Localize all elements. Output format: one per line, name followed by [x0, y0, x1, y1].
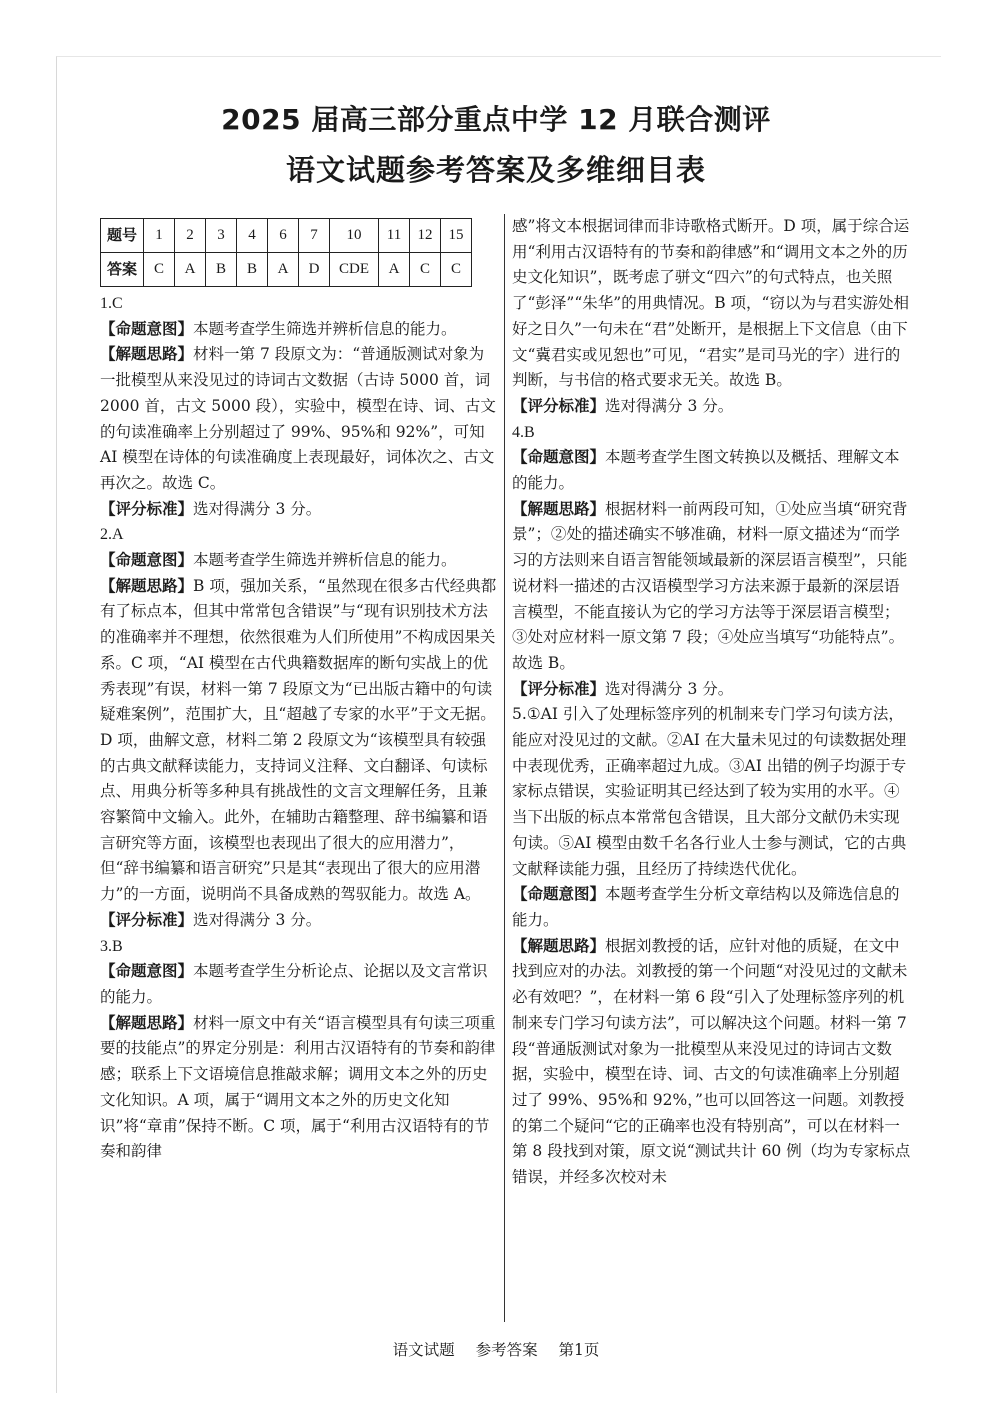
- explanation-paragraph: [100, 908, 498, 934]
- paragraph-text: 材料一第 7 段原文为：“普通版测试对象为一批模型从来没见过的诗词古文数据（古诗 5000 首，词 2000 首，古文 5000 段），实验中，模型在诗、词、古文的句读准确率上分别超过了 99%、95%和 92%”，可知 AI 模型在诗体的句读准确度上表现最好，词体次之、古文再次之。故选 C。: [100, 345, 496, 492]
- section-tag: 【命题意图】: [512, 885, 606, 904]
- paragraph-text: 选对得满分 3 分。: [605, 679, 734, 698]
- explanation-paragraph: [512, 214, 912, 394]
- explanation-paragraph: [100, 574, 498, 908]
- table-cell-number: 12: [410, 219, 441, 253]
- paragraph-text: 5.①AI 引入了处理标签序列的机制来专门学习句读方法，能应对没见过的文献。②AI 在大量未见过的句读数据处理中表现优秀，正确率超过九成。③AI 出错的例子均源于专家标点错误，实验证明其已经达到了较为实用的水平。④当下出版的标点本常常包含错误，且大部分文献仍未实现句读。⑤AI 模型由数千名各行业人士参与测试，它的古典文献释读能力强，且经历了持续迭代优化。: [512, 705, 907, 878]
- column-divider: [504, 214, 505, 1322]
- section-tag: 【评分标准】: [512, 396, 606, 415]
- answer-table-number-row: [101, 219, 472, 253]
- section-tag: 【解题思路】: [100, 345, 194, 364]
- table-cell-answer: A: [268, 253, 299, 287]
- section-tag: 【命题意图】: [100, 962, 194, 981]
- footer-subject: 语文试题: [392, 1341, 455, 1359]
- paragraph-text: 本题考查学生分析文章结构以及筛选信息的能力。: [512, 885, 900, 929]
- table-cell-answer: C: [144, 253, 175, 287]
- section-tag: 【解题思路】: [512, 936, 606, 955]
- table-cell-answer: C: [441, 253, 472, 287]
- explanation-paragraph: [100, 497, 498, 523]
- section-tag: 【命题意图】: [100, 551, 194, 570]
- table-cell-answer: C: [410, 253, 441, 287]
- page-subtitle: 语文试题参考答案及多维细目表: [285, 153, 706, 187]
- table-cell-number: 10: [330, 219, 379, 253]
- explanation-paragraph: [512, 445, 912, 496]
- page-title: 2025 届高三部分重点中学 12 月联合测评: [221, 103, 771, 136]
- paragraph-text: 本题考查学生筛选并辨析信息的能力。: [193, 319, 457, 338]
- question-number: 2.A: [100, 526, 124, 544]
- table-cell-answer: B: [237, 253, 268, 287]
- section-tag: 【评分标准】: [100, 499, 194, 518]
- section-tag: 【命题意图】: [512, 448, 606, 467]
- left-text-flow: [100, 291, 498, 1165]
- explanation-paragraph: [512, 497, 912, 677]
- section-tag: 【评分标准】: [512, 679, 606, 698]
- table-cell-answer: A: [175, 253, 206, 287]
- table-cell-answer: CDE: [330, 253, 379, 287]
- explanation-paragraph: [512, 394, 912, 420]
- question-number: 4.B: [512, 423, 535, 441]
- question-number: 3.B: [100, 937, 123, 955]
- explanation-paragraph: [100, 548, 498, 574]
- table-cell-answer: D: [299, 253, 330, 287]
- table-header-answer: 答案: [101, 253, 144, 287]
- page-footer: [0, 1338, 992, 1360]
- paragraph-text: 根据刘教授的话，应针对他的质疑，在文中找到应对的办法。刘教授的第一个问题“对没见过的文献未必有效吧？”，在材料一第 6 段“引入了处理标签序列的机制来专门学习句读方法”，可以解决这个问题。材料一第 7 段“普通版测试对象为一批模型从来没见过的诗词古文数据，实验中，模型在诗、词、古文的句读准确率上分别超过了 99%、95%和 92%，”也可以回答这一问题。刘教授的第二个疑问“它的正确率也没有特别高”，可以在材料一第 8 段找到对策，原文说“测试共计 60 例（均为专家标点错误，并经多次校对未: [512, 936, 911, 1187]
- paragraph-text: 本题考查学生筛选并辨析信息的能力。: [193, 551, 457, 570]
- answer-table: [100, 218, 472, 287]
- right-column: [512, 214, 912, 1191]
- explanation-paragraph: [512, 882, 912, 933]
- table-cell-number: 4: [237, 219, 268, 253]
- paragraph-text: 根据材料一前两段可知，①处应当填“研究背景”；②处的描述确实不够准确，材料一原文描述为“而学习的方法则来自语言智能领域最新的深层语言模型”，只能说材料一描述的古汉语模型学习方法来源于最新的深层语言模型，不能直接认为它的学习方法等于深层语言模型；③处对应材料一原文第 7 段；④处应当填写“功能特点”。故选 B。: [512, 499, 908, 672]
- paragraph-text: 本题考查学生图文转换以及概括、理解文本的能力。: [512, 448, 900, 493]
- paragraph-text: 选对得满分 3 分。: [193, 910, 322, 929]
- table-header-question-number: 题号: [101, 219, 144, 253]
- paragraph-text: 材料一原文中有关“语言模型具有句读三项重要的技能点”的界定分别是：利用古汉语特有的节奏和韵律感；联系上下文语境信息推敲求解；调用文本之外的历史文化知识。A 项，属于“调用文本之外的历史文化知识”将“章甫”保持不断。C 项，属于“利用古汉语特有的节奏和韵律: [100, 1013, 496, 1161]
- table-cell-number: 6: [268, 219, 299, 253]
- table-cell-number: 1: [144, 219, 175, 253]
- section-tag: 【解题思路】: [100, 576, 194, 595]
- explanation-paragraph: [100, 1011, 498, 1165]
- right-text-flow: [512, 214, 912, 1191]
- answer-table-answer-row: [101, 253, 472, 287]
- table-cell-answer: B: [206, 253, 237, 287]
- paragraph-text: 感”将文本根据词律而非诗歌格式断开。D 项，属于综合运用“利用古汉语特有的节奏和韵律感”和“调用文本之外的历史文化知识”，既考虑了骈文“四六”的句式特点，也关照了“彭泽”“朱华”的用典情况。B 项，“窃以为与君实游处相好之日久”一句未在“君”处断开，是根据上下文信息（由下文“冀君实或见恕也”可见，“君实”是司马光的字）进行的判断，与书信的格式要求无关。故选 B。: [512, 217, 910, 390]
- section-tag: 【命题意图】: [100, 319, 194, 338]
- section-tag: 【解题思路】: [512, 499, 606, 518]
- footer-section: 参考答案: [475, 1341, 538, 1359]
- explanation-paragraph: [100, 959, 498, 1010]
- table-cell-number: 11: [379, 219, 410, 253]
- table-cell-number: 2: [175, 219, 206, 253]
- table-cell-number: 15: [441, 219, 472, 253]
- left-column: [100, 218, 498, 1165]
- explanation-paragraph: [512, 934, 912, 1191]
- paragraph-text: B 项，强加关系，“虽然现在很多古代经典都有了标点本，但其中常常包含错误”与“现有识别技术方法的准确率并不理想，依然很难为人们所使用”不构成因果关系。C 项，“AI 模型在古代典籍数据库的断句实战上的优秀表现”有误，材料一第 7 段原文为“已出版古籍中的句读疑难案例”，范围扩大，且“超越了专家的水平”于文无据。D 项，曲解文意，材料二第 2 段原文为“该模型具有较强的古典文献释读能力，支持词义注释、文白翻译、句读标点、用典分析等多种具有挑战性的文言文理解任务，且兼容繁简中文输入。此外，在辅助古籍整理、辞书编纂和语言研究等方面，该模型也表现出了很大的应用潜力”，但“辞书编纂和语言研究”只是其“表现出了很大的应用潜力”的一方面，说明尚不具备成熟的驾驭能力。故选 A。: [100, 576, 497, 904]
- explanation-paragraph: [512, 702, 912, 882]
- explanation-paragraph: [100, 317, 498, 343]
- paragraph-text: 选对得满分 3 分。: [605, 396, 734, 415]
- paragraph-text: 本题考查学生分析论点、论据以及文言常识的能力。: [100, 962, 488, 1006]
- paragraph-text: 选对得满分 3 分。: [193, 499, 322, 518]
- section-tag: 【解题思路】: [100, 1013, 194, 1032]
- footer-page-number: 第1页: [558, 1341, 600, 1359]
- table-cell-number: 3: [206, 219, 237, 253]
- explanation-paragraph: [512, 677, 912, 703]
- table-cell-answer: A: [379, 253, 410, 287]
- table-cell-number: 7: [299, 219, 330, 253]
- question-number: 1.C: [100, 295, 123, 312]
- section-tag: 【评分标准】: [100, 910, 194, 929]
- explanation-paragraph: [100, 342, 498, 496]
